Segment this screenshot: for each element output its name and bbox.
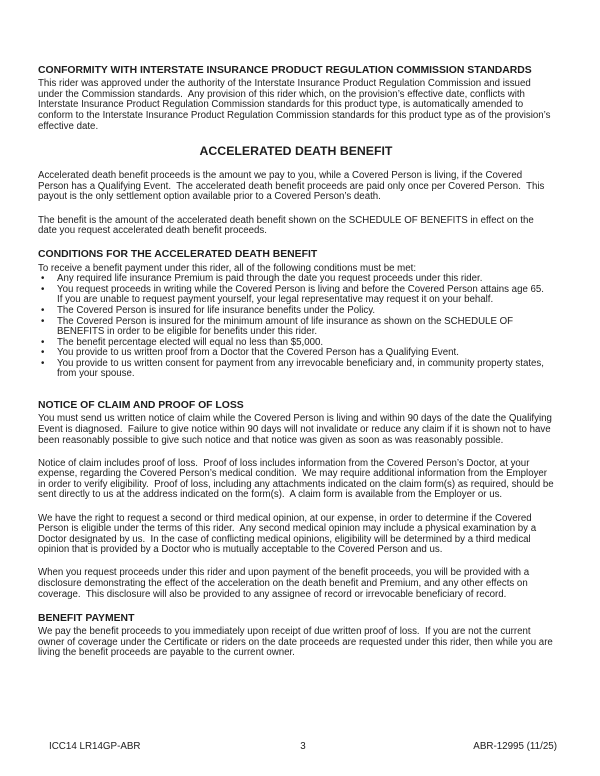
document-title: ACCELERATED DEATH BENEFIT bbox=[199, 144, 393, 159]
paragraph: Accelerated death benefit proceeds is the amount we pay to you, while a Covered Person is living, if the Covered Person has a Qualifying Event. The accelerated death benefit proceeds are paid only once per Covered Person. This payout is the only settlement option available prior to a Covered Person’s death. bbox=[38, 170, 548, 203]
page-footer bbox=[49, 741, 557, 752]
condition-item: • You provide to us written proof from a Doctor that the Covered Person has a Qualifying Event. bbox=[38, 348, 554, 359]
paragraph: This rider was approved under the authority of the Interstate Insurance Product Regulation Commission and issued under the Commission standards. Any provision of this rider which, on the provision’s effective date, conflicts with Interstate Insurance Product Regulation Commission standards for this product type, is automatically amended to conform to the Interstate Insurance Product Regulation Commission standards for this product type as of the provision’s effective date. bbox=[38, 78, 554, 132]
paragraph: We have the right to request a second or third medical opinion, at our expense, in order to determine if the Covered Person is eligible under the terms of this rider. Any second medical opinion may include a physical examination by a Doctor designated by us. In the case of conflicting medical opinions, eligibility will be determined by a third medical opinion that is provided by a Doctor who is mutually acceptable to the Covered Person and us. bbox=[38, 512, 539, 556]
conditions-list bbox=[38, 274, 554, 380]
paragraph: Notice of claim includes proof of loss. Proof of loss includes information from the Covered Person’s Doctor, at your expense, regarding the Covered Person’s medical condition. We may require additional information from the Employer in order to verify eligibility. Proof of loss, including any attachments indicated on the claim form(s) as required, should be sent directly to us at the address indicated on the form(s). A claim form is available from the Employer or us. bbox=[38, 457, 557, 501]
page-number: 3 bbox=[300, 741, 306, 752]
paragraph: You must send us written notice of claim while the Covered Person is living and within 90 days of the date the Qualifying Event is diagnosed. Failure to give notice within 90 days will not invalidate or reduce any claim if it is shown not to have been reasonably possible to give such notice and that notice was given as soon as was reasonably possible. bbox=[38, 413, 555, 446]
condition-item: • You provide to us written consent for payment from any irrevocable beneficiary and, in community property states, from your spouse. bbox=[38, 359, 554, 380]
paragraph: The benefit is the amount of the accelerated death benefit shown on the SCHEDULE OF BENEFITS in effect on the date you request accelerated death benefit proceeds. bbox=[38, 214, 537, 237]
section-heading: BENEFIT PAYMENT bbox=[38, 612, 135, 624]
form-number: ICC14 LR14GP-ABR bbox=[49, 741, 141, 752]
edition-code: ABR-12995 (11/25) bbox=[473, 741, 557, 752]
condition-item: • The Covered Person is insured for the minimum amount of life insurance as shown on the SCHEDULE OF BENEFITS in order to be eligible for benefits under this rider. bbox=[38, 317, 554, 338]
condition-item: • You request proceeds in writing while the Covered Person is living and before the Covered Person attains age 65. If you are unable to request payment yourself, your legal representative may request it on your behalf. bbox=[38, 285, 554, 306]
conditions-intro: To receive a benefit payment under this rider, all of the following conditions must be met: bbox=[38, 262, 417, 274]
section-accelerated-death-benefit bbox=[38, 145, 554, 236]
section-notice-of-claim bbox=[38, 400, 557, 600]
condition-item: • The Covered Person is insured for life insurance benefits under the Policy. bbox=[38, 306, 554, 317]
paragraph: We pay the benefit proceeds to you immediately upon receipt of due written proof of loss. If you are not the current owner of coverage under the Certificate or riders on the date proceeds are requested under this rider, then while you are living the benefit proceeds are payable to the current owner. bbox=[38, 625, 556, 659]
section-benefit-payment bbox=[38, 613, 554, 659]
section-conformity-standards bbox=[38, 65, 554, 132]
condition-item: • The benefit percentage elected will equal no less than $5,000. bbox=[38, 338, 554, 349]
section-heading: CONFORMITY WITH INTERSTATE INSURANCE PRODUCT REGULATION COMMISSION STANDARDS bbox=[38, 65, 532, 76]
section-conditions bbox=[38, 249, 554, 380]
condition-item: • Any required life insurance Premium is paid through the date you request proceeds under this rider. bbox=[38, 274, 554, 285]
section-heading: NOTICE OF CLAIM AND PROOF OF LOSS bbox=[38, 400, 244, 412]
section-heading: CONDITIONS FOR THE ACCELERATED DEATH BENEFIT bbox=[38, 249, 318, 261]
paragraph: When you request proceeds under this rider and upon payment of the benefit proceeds, you will be provided with a disclosure demonstrating the effect of the acceleration on the death benefit and Premium, and any other effects on coverage. This disclosure will also be provided to any assignee of record or irrevocable beneficiary of record. bbox=[38, 567, 532, 600]
